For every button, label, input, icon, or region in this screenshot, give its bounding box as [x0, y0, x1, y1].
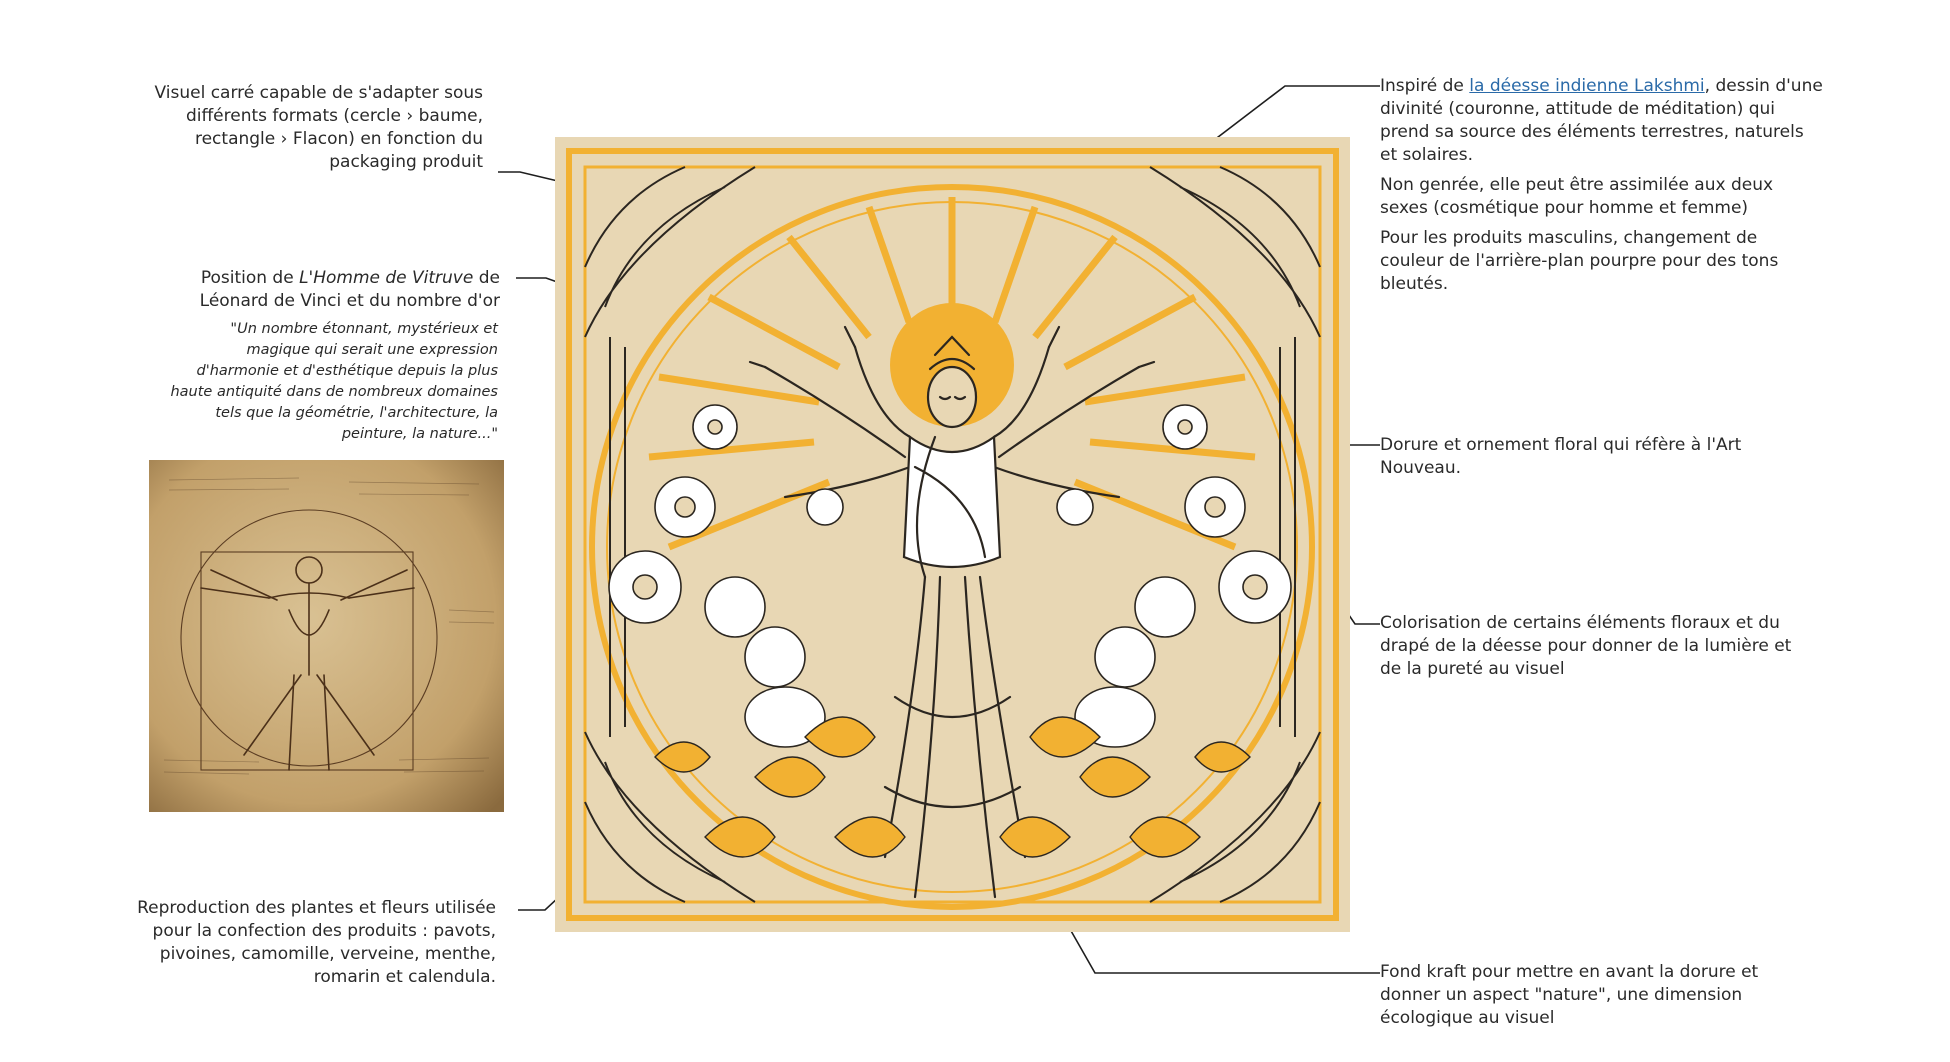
vitruve-prefix: Position de — [200, 268, 300, 288]
annotation-format — [150, 82, 483, 174]
annotation-format-text: Visuel carré capable de s'adapter sous différents formats (cercle › baume, rectangle › Flacon) en fonction du packaging produit — [154, 83, 483, 172]
lakshmi-link[interactable]: la déesse indienne Lakshmi — [1469, 76, 1705, 96]
annotation-colorisation — [1380, 612, 1800, 681]
masculine-paragraph: Pour les produits masculins, changement de couleur de l'arrière-plan pourpre pour des tons bleutés. — [1380, 228, 1779, 294]
leader-format — [498, 172, 562, 182]
annotation-lakshmi — [1380, 75, 1825, 303]
lakshmi-paragraph — [1380, 75, 1825, 167]
vitruvian-man-image — [149, 460, 504, 812]
vitruve-quote: "Un nombre étonnant, mystérieux et magique qui serait une expression d'harmonie et d'esthétique depuis la plus haute antiquité dans de nombreux domaines tels que la géométrie, l'architecture, la peinture, la nature..." — [170, 321, 498, 442]
lakshmi-suffix: , dessin d'une divinité (couronne, attitude de méditation) qui prend sa source des éléments terrestres, naturels et solaires. — [1380, 76, 1823, 165]
gender-paragraph: Non genrée, elle peut être assimilée aux deux sexes (cosmétique pour homme et femme) — [1380, 175, 1774, 218]
annotation-kraft — [1380, 961, 1800, 1030]
annotation-plants — [100, 897, 496, 989]
art-nouveau-text: Dorure et ornement floral qui réfère à l'Art Nouveau. — [1380, 435, 1742, 478]
annotation-plants-text: Reproduction des plantes et fleurs utilisée pour la confection des produits : pavots, pivoines, camomille, verveine, menthe, romarin et calendula. — [137, 898, 496, 987]
kraft-text: Fond kraft pour mettre en avant la dorure et donner un aspect "nature", une dimension écologique au visuel — [1380, 962, 1759, 1028]
colorisation-text: Colorisation de certains éléments floraux et du drapé de la déesse pour donner de la lumière et de la pureté au visuel — [1380, 613, 1792, 679]
vitruve-suffix: de Léonard de Vinci et du nombre d'or — [199, 268, 500, 311]
vitruve-title: L'Homme de Vitruve — [299, 268, 474, 288]
lakshmi-artwork — [555, 137, 1350, 932]
annotation-vitruve — [150, 267, 500, 313]
annotation-art-nouveau — [1380, 434, 1790, 480]
lakshmi-prefix: Inspiré de — [1380, 76, 1470, 96]
